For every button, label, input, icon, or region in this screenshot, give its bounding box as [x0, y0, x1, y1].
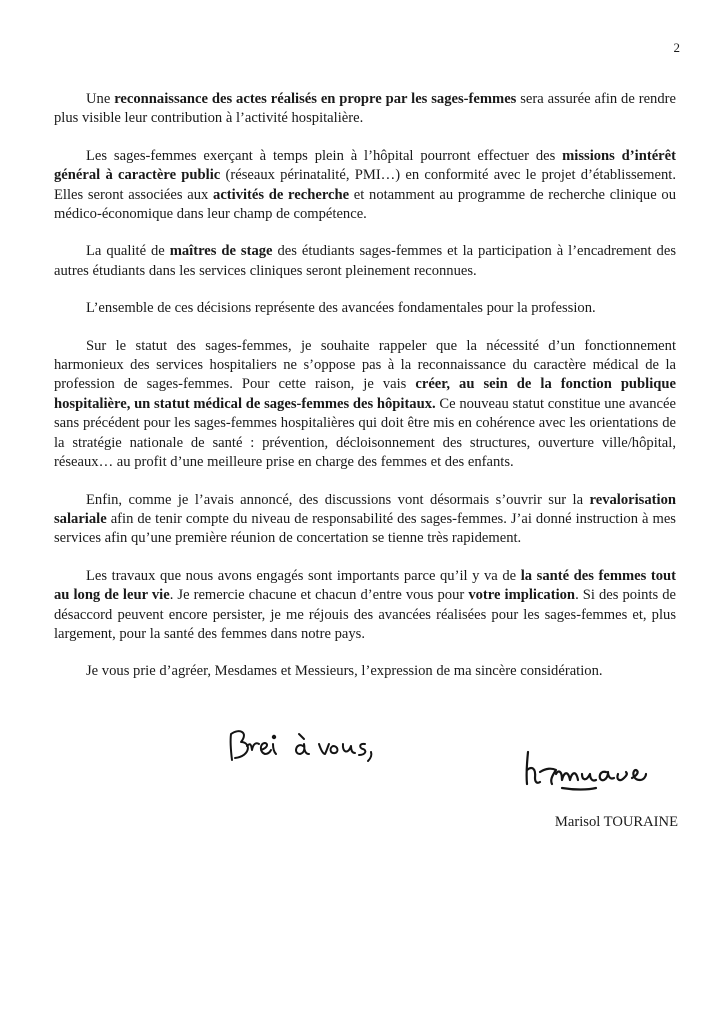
signatory-name: Marisol TOURAINE — [554, 814, 678, 830]
paragraph-avancees-fondamentales — [54, 299, 676, 318]
text-run: Sur le statut des sages-femmes, je souhaite rappeler que la nécessité d’un fonctionnement harmonieux des services hospitaliers ne s’oppose pas à la reconnaissance du caractère médical de la profession de sages-femmes. Pour cette raison, je vais — [54, 337, 676, 393]
text-run: afin de tenir compte du niveau de responsabilité des sages-femmes. J’ai donné instruction à mes services afin qu’une première réunion de concertation se tienne très rapidement. — [54, 510, 676, 547]
bold-text: reconnaissance des actes réalisés en propre par les sages-femmes — [114, 91, 517, 107]
text-run: . Je remercie chacune et chacun d’entre vous pour — [169, 587, 469, 604]
text-run: Ce nouveau statut constitue une avancée sans précédent pour les sages-femmes hospitalières qui doit être mis en cohérence avec les orientations de la stratégie nationale de santé : prévention, décloisonnement des structures, ouverture ville/hôpital, réseaux… au profit d’une meilleure prise en charge des femmes et des enfants. — [54, 395, 676, 471]
text-run: Enfin, comme je l’avais annoncé, des discussions vont désormais s’ouvrir sur la — [86, 491, 590, 508]
paragraph-maitres-de-stage — [54, 242, 676, 281]
bold-text: votre implication — [468, 587, 576, 604]
text-run: Les sages-femmes exerçant à temps plein à l’hôpital pourront effectuer des — [86, 147, 563, 164]
text-run: . Si des points de désaccord peuvent encore persister, je me réjouis des avancées réalisées pour les sages-femmes et, plus largement, pour la santé des femmes dans notre pays. — [54, 587, 677, 642]
text-run: Je vous prie d’agréer, Mesdames et Messieurs, l’expression de ma sincère considération. — [86, 663, 603, 680]
text-run: sera assurée afin de rendre plus visible leur contribution à l’activité hospitalière. — [54, 91, 676, 127]
paragraph-formule-politesse — [54, 662, 676, 681]
letter-body — [54, 90, 676, 682]
text-run: Les travaux que nous avons engagés sont importants parce qu’il y va de — [86, 567, 521, 584]
text-run: L’ensemble de ces décisions représente des avancées fondamentales pour la profession. — [86, 300, 596, 317]
paragraph-reconnaissance-actes — [54, 90, 676, 129]
page-number: 2 — [673, 40, 680, 55]
text-run: des étudiants sages-femmes et la participation à l’encadrement des autres étudiants dans les services cliniques seront pleinement reconnues. — [54, 243, 676, 279]
bold-text: missions d’intérêt général à caractère public — [54, 147, 676, 184]
signature — [522, 746, 672, 796]
bold-text: la santé des femmes tout au long de leur vie — [54, 567, 677, 604]
bold-text: maîtres de stage — [169, 243, 273, 260]
bold-text: revalorisation salariale — [54, 491, 676, 527]
paragraph-missions-interet-general — [54, 147, 676, 225]
text-run: La qualité de — [86, 243, 170, 260]
bold-text: activités de recherche — [213, 186, 350, 203]
paragraph-statut-medical — [54, 337, 676, 473]
text-run: (réseaux périnatalité, PMI…) en conformité avec le projet d’établissement. Elles seront associées aux — [54, 167, 676, 203]
handwritten-note — [225, 722, 385, 772]
paragraph-revalorisation-salariale — [54, 491, 676, 549]
text-run: et notamment au programme de recherche clinique ou médico-économique dans leur champ de compétence. — [54, 186, 676, 223]
text-run: Une — [86, 91, 115, 107]
paragraph-sante-des-femmes — [54, 567, 676, 645]
bold-text: créer, au sein de la fonction publique hospitalière, un statut médical de sages-femmes des hôpitaux. — [54, 376, 676, 412]
